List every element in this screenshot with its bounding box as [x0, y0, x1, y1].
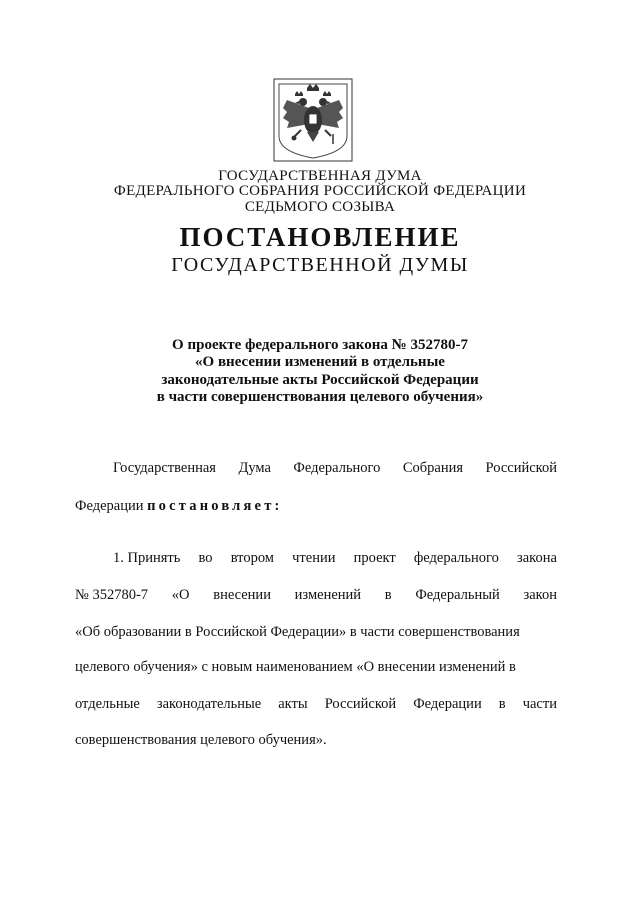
item-word: акты [278, 696, 308, 712]
item-word: проект [353, 550, 396, 566]
item-word: отдельные [75, 696, 140, 712]
item-word: закон [523, 587, 557, 603]
subject-line-3: законодательные акты Российской Федерации [161, 372, 479, 388]
item1-line-6: совершенствования целевого обучения». [75, 732, 327, 748]
preamble-line-2 [75, 496, 557, 516]
item-word: № 352780-7 [75, 587, 149, 603]
preamble-line-1 [113, 458, 557, 478]
item1-line-3: «Об образовании в Российской Федерации» в части совершенствования [75, 624, 520, 640]
document-type-title: ПОСТАНОВЛЕНИЕ [179, 222, 461, 252]
preamble-word: Федерального [293, 460, 381, 476]
preamble-word: Федерации [75, 498, 148, 514]
item-word: в [498, 696, 506, 712]
item1-line-5 [75, 694, 557, 714]
item-word: 1. Принять [113, 550, 181, 566]
item1-line-4: целевого обучения» с новым наименованием «О внесении изменений в [75, 659, 516, 675]
item-word: Федеральный [415, 587, 500, 603]
subject-line-1: О проекте федерального закона № 352780-7 [172, 337, 468, 353]
item1-line-2 [75, 585, 557, 605]
issuer-line-1: ГОСУДАРСТВЕННАЯ ДУМА [218, 168, 422, 184]
item1-line-1 [113, 548, 557, 568]
item-word: федерального [413, 550, 499, 566]
item-word: в [384, 587, 392, 603]
convocation-line: СЕДЬМОГО СОЗЫВА [244, 199, 396, 215]
item-word: во [198, 550, 213, 566]
item-word: изменений [294, 587, 362, 603]
item-word: «О [171, 587, 190, 603]
preamble-word: Собрания [402, 460, 464, 476]
decision-verb: постановляет: [147, 498, 283, 514]
double-headed-eagle-icon [273, 78, 353, 162]
subject-line-2: «О внесении изменений в отдельные [195, 354, 445, 370]
item-word: Российской [324, 696, 397, 712]
preamble-word: Российской [485, 460, 557, 476]
document-issuer-title: ГОСУДАРСТВЕННОЙ ДУМЫ [171, 254, 469, 276]
item-word: Федерации [413, 696, 482, 712]
item-word: закона [517, 550, 557, 566]
item-word: части [522, 696, 557, 712]
item-word: законодательные [156, 696, 262, 712]
item-word: втором [230, 550, 274, 566]
issuer-line-2: ФЕДЕРАЛЬНОГО СОБРАНИЯ РОССИЙСКОЙ ФЕДЕРАЦИИ [113, 183, 527, 199]
subject-line-4: в части совершенствования целевого обучения» [156, 389, 484, 405]
preamble-word: Дума [238, 460, 271, 476]
preamble-word: Государственная [113, 460, 216, 476]
item-word: чтении [292, 550, 336, 566]
item-word: внесении [213, 587, 271, 603]
